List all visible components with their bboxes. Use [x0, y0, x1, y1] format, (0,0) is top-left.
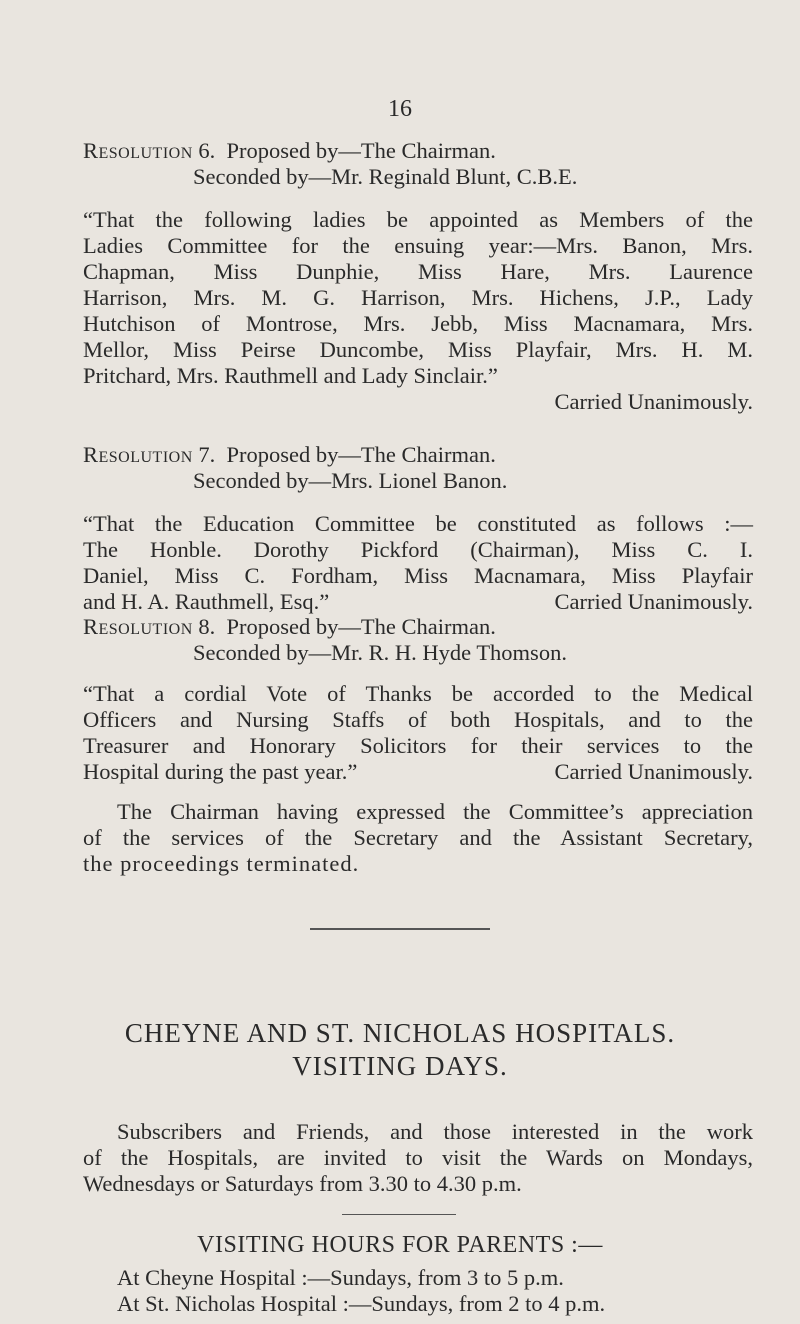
resolution-last-line	[83, 589, 753, 615]
resolution-text-line: Pritchard, Mrs. Rauthmell and Lady Sinclair.”	[83, 363, 498, 388]
parents-hours-heading: VISITING HOURS FOR PARENTS :—	[197, 1232, 603, 1258]
visiting-text-line: Subscribers and Friends, and those interested in the work	[117, 1119, 753, 1144]
closing-paragraph	[83, 799, 753, 877]
seconded-by: Seconded by—Mr. R. H. Hyde Thomson.	[193, 640, 567, 665]
resolution-text-line: Treasurer and Honorary Solicitors for their services to the	[83, 733, 753, 758]
resolution-text-end: Hospital during the past year.”	[83, 759, 358, 784]
resolution-text-line: Chapman, Miss Dunphie, Miss Hare, Mrs. Laurence	[83, 259, 753, 284]
resolution-text-line: Harrison, Mrs. M. G. Harrison, Mrs. Hichens, J.P., Lady	[83, 285, 753, 310]
carried-unanimously: Carried Unanimously.	[554, 389, 753, 414]
resolution-text-line: Ladies Committee for the ensuing year:—Mrs. Banon, Mrs.	[83, 233, 753, 258]
visiting-text-line: of the Hospitals, are invited to visit the Wards on Mondays,	[83, 1145, 753, 1170]
visiting-text-line: Wednesdays or Saturdays from 3.30 to 4.30 p.m.	[83, 1171, 522, 1196]
resolution-8	[83, 614, 753, 785]
resolution-label: Resolution	[83, 614, 193, 639]
resolution-6	[83, 138, 753, 415]
proposed-by: Proposed by—The Chairman.	[226, 442, 496, 467]
resolution-text-end: and H. A. Rauthmell, Esq.”	[83, 589, 330, 614]
closing-text-line: The Chairman having expressed the Committee’s appreciation	[117, 799, 753, 824]
resolution-8-proposed-line	[83, 614, 753, 640]
carried-unanimously: Carried Unanimously.	[554, 759, 753, 784]
closing-text-line: of the services of the Secretary and the Assistant Secretary,	[83, 825, 753, 850]
seconded-by: Seconded by—Mr. Reginald Blunt, C.B.E.	[193, 164, 578, 189]
page-number: 16	[388, 96, 412, 122]
closing-text-line: the proceedings terminated.	[83, 851, 360, 876]
cheyne-hours: At Cheyne Hospital :—Sundays, from 3 to 5 p.m.	[117, 1265, 564, 1290]
parents-hours-list	[117, 1265, 757, 1317]
section-divider	[310, 928, 490, 930]
visiting-days-paragraph	[83, 1119, 753, 1197]
carried-unanimously: Carried Unanimously.	[554, 589, 753, 614]
resolution-text-line: “That a cordial Vote of Thanks be accorded to the Medical	[83, 681, 753, 706]
resolution-text-line: The Honble. Dorothy Pickford (Chairman), Miss C. I.	[83, 537, 753, 562]
resolution-7	[83, 442, 753, 615]
resolution-number: 7.	[198, 442, 216, 467]
resolution-number: 8.	[198, 614, 216, 639]
visiting-days-heading: VISITING DAYS.	[292, 1051, 508, 1081]
short-divider	[342, 1214, 456, 1215]
seconded-by: Seconded by—Mrs. Lionel Banon.	[193, 468, 508, 493]
resolution-text-line: Daniel, Miss C. Fordham, Miss Macnamara, Miss Playfair	[83, 563, 753, 588]
resolution-text-line: Officers and Nursing Staffs of both Hospitals, and to the	[83, 707, 753, 732]
hospitals-heading: CHEYNE AND ST. NICHOLAS HOSPITALS.	[124, 1018, 676, 1048]
resolution-6-proposed-line	[83, 138, 753, 164]
resolution-number: 6.	[198, 138, 216, 163]
proposed-by: Proposed by—The Chairman.	[226, 614, 496, 639]
resolution-text-line: Hutchison of Montrose, Mrs. Jebb, Miss Macnamara, Mrs.	[83, 311, 753, 336]
resolution-label: Resolution	[83, 138, 193, 163]
st-nicholas-hours: At St. Nicholas Hospital :—Sundays, from 2 to 4 p.m.	[117, 1291, 606, 1316]
resolution-last-line	[83, 759, 753, 785]
resolution-text-line: Mellor, Miss Peirse Duncombe, Miss Playfair, Mrs. H. M.	[83, 337, 753, 362]
resolution-text-line: “That the following ladies be appointed as Members of the	[83, 207, 753, 232]
proposed-by: Proposed by—The Chairman.	[226, 138, 496, 163]
resolution-text-line: “That the Education Committee be constituted as follows :—	[83, 511, 753, 536]
resolution-7-proposed-line	[83, 442, 753, 468]
resolution-label: Resolution	[83, 442, 193, 467]
